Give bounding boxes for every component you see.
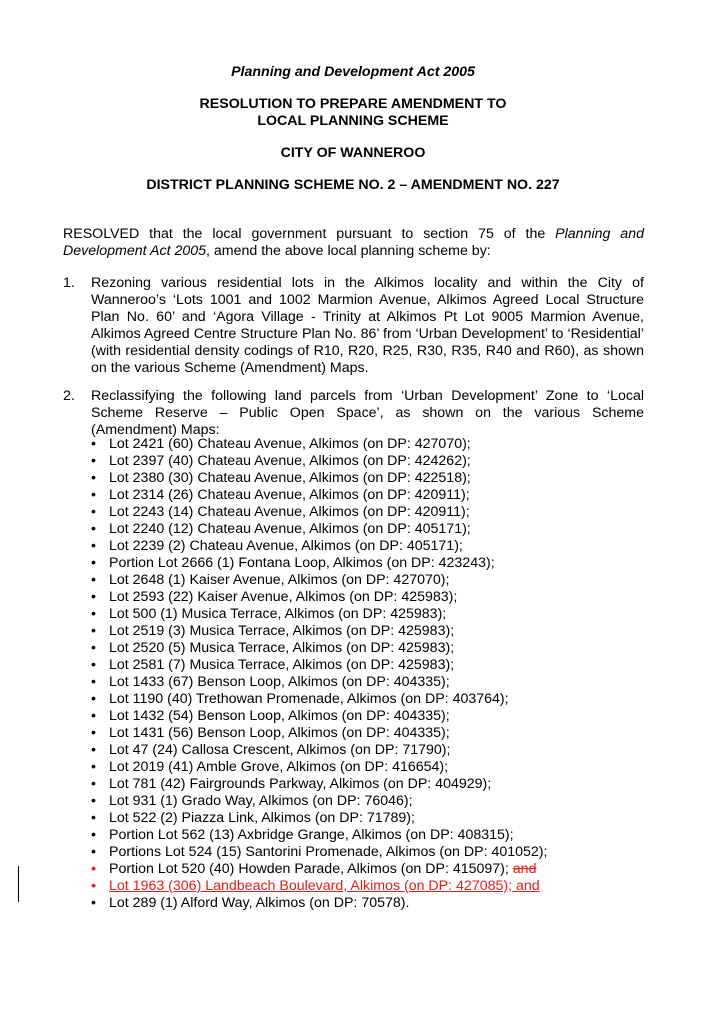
list-item <box>91 776 651 793</box>
bullet-icon: • <box>91 861 96 877</box>
bullet-icon: • <box>91 504 96 520</box>
lot-text: Lot 2520 (5) Musica Terrace, Alkimos (on DP: 425983); <box>109 640 455 656</box>
lot-text: Lot 2314 (26) Chateau Avenue, Alkimos (on DP: 420911); <box>109 487 470 503</box>
lot-text: Portion Lot 520 (40) Howden Parade, Alkimos (on DP: 415097); <box>109 861 513 877</box>
bullet-icon: • <box>91 470 96 486</box>
bullet-icon: • <box>91 453 96 469</box>
bullet-icon: • <box>91 640 96 656</box>
list-item <box>91 793 651 810</box>
list-item <box>91 521 651 538</box>
list-item <box>91 759 651 776</box>
bullet-icon: • <box>91 487 96 503</box>
list-item-text: Rezoning various residential lots in the Alkimos locality and within the City of Wanneroo’s ‘Lots 1001 and 1002 Marmion Avenue, Alkimos Agreed Local Structure Plan No. 60’ and ‘Agora Village - Trinity at Alkimos Pt Lot 9005 Marmion Avenue, Alkimos Agreed Centre Structure Plan No. 86’ from ‘Urban Development’ to ‘Residential’ (with residential density codings of R10, R20, R25, R30, R35, R40 and R60), as shown on the various Scheme (Amendment) Maps. <box>91 275 644 376</box>
resolved-act-name: Planning and Development Act 2005 <box>63 226 644 259</box>
resolved-text-before: RESOLVED that the local government pursuant to section 75 of the <box>63 226 556 242</box>
lot-text: Lot 500 (1) Musica Terrace, Alkimos (on DP: 425983); <box>109 606 447 622</box>
list-item <box>91 844 651 861</box>
list-item-number: 1. <box>63 275 75 291</box>
lot-text: Lot 931 (1) Grado Way, Alkimos (on DP: 76046); <box>109 793 413 809</box>
list-item <box>91 895 651 912</box>
lot-text: Lot 781 (42) Fairgrounds Parkway, Alkimos (on DP: 404929); <box>109 776 492 792</box>
lot-text: Lot 1432 (54) Benson Loop, Alkimos (on DP: 404335); <box>109 708 450 724</box>
lot-list <box>91 436 651 912</box>
list-item-tracked-insertion <box>91 878 651 895</box>
bullet-icon: • <box>91 572 96 588</box>
lot-text: Lot 1433 (67) Benson Loop, Alkimos (on DP: 404335); <box>109 674 450 690</box>
lot-text: Lot 2593 (22) Kaiser Avenue, Alkimos (on DP: 425983); <box>109 589 458 605</box>
list-item <box>91 810 651 827</box>
bullet-icon: • <box>91 844 96 860</box>
list-item <box>91 504 651 521</box>
bullet-icon: • <box>91 521 96 537</box>
bullet-icon: • <box>91 708 96 724</box>
bullet-icon: • <box>91 878 96 894</box>
list-item-text: Reclassifying the following land parcels from ‘Urban Development’ Zone to ‘Local Scheme Reserve – Public Open Space’, as shown on the various Scheme (Amendment) Maps: <box>91 388 644 438</box>
bullet-icon: • <box>91 895 96 911</box>
lot-text: Lot 2019 (41) Amble Grove, Alkimos (on DP: 416654); <box>109 759 449 775</box>
list-item <box>91 589 651 606</box>
lot-text: Lot 2240 (12) Chateau Avenue, Alkimos (on DP: 405171); <box>109 521 471 537</box>
lot-text: Portions Lot 524 (15) Santorini Promenade, Alkimos (on DP: 401052); <box>109 844 548 860</box>
change-bar <box>18 866 19 902</box>
lot-text: Portion Lot 562 (13) Axbridge Grange, Alkimos (on DP: 408315); <box>109 827 514 843</box>
bullet-icon: • <box>91 691 96 707</box>
bullet-icon: • <box>91 657 96 673</box>
list-item <box>91 555 651 572</box>
list-item <box>91 436 651 453</box>
inserted-text: Lot 1963 (306) Landbeach Boulevard, Alkimos (on DP: 427085); and <box>109 878 540 894</box>
list-item <box>91 453 651 470</box>
list-item <box>91 470 651 487</box>
list-item <box>91 572 651 589</box>
lot-text: Lot 2380 (30) Chateau Avenue, Alkimos (on DP: 422518); <box>109 470 471 486</box>
bullet-icon: • <box>91 827 96 843</box>
list-item <box>91 742 651 759</box>
list-item <box>91 487 651 504</box>
lot-text: Lot 2421 (60) Chateau Avenue, Alkimos (on DP: 427070); <box>109 436 471 452</box>
lot-text: Lot 522 (2) Piazza Link, Alkimos (on DP: 71789); <box>109 810 415 826</box>
act-title: Planning and Development Act 2005 <box>231 64 475 80</box>
list-item <box>91 674 651 691</box>
bullet-icon: • <box>91 436 96 452</box>
list-item <box>91 725 651 742</box>
lot-text: Lot 1190 (40) Trethowan Promenade, Alkimos (on DP: 403764); <box>109 691 509 707</box>
list-item <box>91 827 651 844</box>
list-item <box>91 657 651 674</box>
resolution-heading-line2: LOCAL PLANNING SCHEME <box>257 113 449 129</box>
lot-text: Lot 2648 (1) Kaiser Avenue, Alkimos (on DP: 427070); <box>109 572 450 588</box>
bullet-icon: • <box>91 674 96 690</box>
list-item-number: 2. <box>63 388 75 404</box>
list-item <box>91 623 651 640</box>
city-heading: CITY OF WANNEROO <box>280 145 426 161</box>
lot-text: Lot 2397 (40) Chateau Avenue, Alkimos (on DP: 424262); <box>109 453 471 469</box>
lot-text: Lot 2519 (3) Musica Terrace, Alkimos (on DP: 425983); <box>109 623 455 639</box>
lot-text: Lot 1431 (56) Benson Loop, Alkimos (on DP: 404335); <box>109 725 450 741</box>
bullet-icon: • <box>91 793 96 809</box>
scheme-heading: DISTRICT PLANNING SCHEME NO. 2 – AMENDMENT NO. 227 <box>146 177 560 193</box>
list-item <box>91 691 651 708</box>
bullet-icon: • <box>91 759 96 775</box>
lot-text: Portion Lot 2666 (1) Fontana Loop, Alkimos (on DP: 423243); <box>109 555 495 571</box>
bullet-icon: • <box>91 623 96 639</box>
list-item-tracked-deletion <box>91 861 651 878</box>
list-item <box>91 538 651 555</box>
list-item <box>91 708 651 725</box>
resolution-heading-line1: RESOLUTION TO PREPARE AMENDMENT TO <box>199 96 507 112</box>
list-item <box>91 606 651 623</box>
resolved-paragraph <box>63 226 644 260</box>
bullet-icon: • <box>91 538 96 554</box>
resolved-text-after: , amend the above local planning scheme by: <box>206 243 491 259</box>
lot-text: Lot 2239 (2) Chateau Avenue, Alkimos (on DP: 405171); <box>109 538 463 554</box>
list-item <box>91 640 651 657</box>
lot-text: Lot 47 (24) Callosa Crescent, Alkimos (on DP: 71790); <box>109 742 451 758</box>
bullet-icon: • <box>91 555 96 571</box>
lot-text: Lot 2581 (7) Musica Terrace, Alkimos (on DP: 425983); <box>109 657 455 673</box>
bullet-icon: • <box>91 589 96 605</box>
lot-text: Lot 2243 (14) Chateau Avenue, Alkimos (on DP: 420911); <box>109 504 470 520</box>
bullet-icon: • <box>91 776 96 792</box>
bullet-icon: • <box>91 810 96 826</box>
deleted-text: and <box>512 861 537 877</box>
resolution-heading <box>0 96 706 130</box>
lot-text: Lot 289 (1) Alford Way, Alkimos (on DP: 70578). <box>109 895 410 911</box>
bullet-icon: • <box>91 606 96 622</box>
bullet-icon: • <box>91 742 96 758</box>
bullet-icon: • <box>91 725 96 741</box>
